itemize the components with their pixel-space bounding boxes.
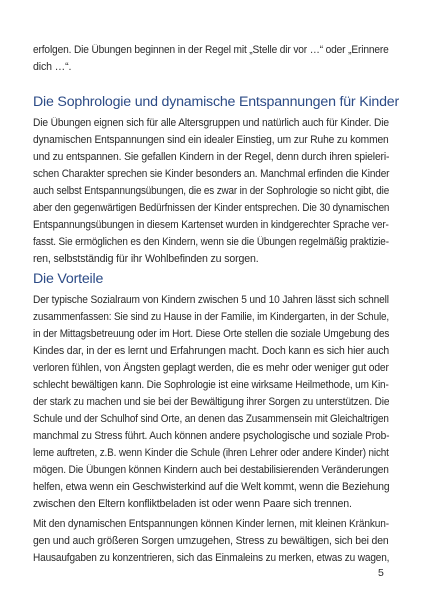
text-line: Hausaufgaben zu konzentrieren, sich das Einmaleins zu merken, etwas zu wagen,: [33, 552, 390, 564]
text-line: Der typische Sozialraum von Kindern zwischen 5 und 10 Jahren lässt sich schnell: [33, 294, 389, 306]
sophrologie-paragraph: [33, 115, 389, 268]
text-line: fasst. Sie ermöglichen es den Kindern, wenn sie die Übungen regelmäßig praktizie-: [33, 236, 389, 248]
text-line: manchmal zu Stress führt. Auch können andere psychologische und soziale Prob-: [33, 430, 390, 442]
text-line: aber den gegenwärtigen Bedürfnissen der Kinder entsprechen. Die 30 dynamischen: [33, 202, 390, 214]
page-number: 5: [378, 567, 384, 579]
text-line: ren, selbstständig für ihr Wohlbefinden zu sorgen.: [33, 253, 259, 265]
text-line: Schule und der Schulhof sind Orte, an denen das Zusammensein mit Gleichaltrigen: [33, 413, 389, 425]
section-heading-sophrologie: Die Sophrologie und dynamische Entspannungen für Kinder: [33, 94, 400, 110]
text-line: zwischen den Eltern konfliktbeladen ist oder wenn Paare sich trennen.: [33, 498, 352, 510]
text-line: Kindes dar, in der es lernt und Erfahrungen macht. Doch kann es sich hier auch: [33, 345, 390, 357]
text-line: dich …“.: [33, 61, 72, 73]
text-line: zusammenfassen: Sie sind zu Hause in der Familie, im Kindergarten, in der Schule,: [33, 311, 390, 323]
vorteile-paragraph-2: [33, 516, 389, 567]
text-line: erfolgen. Die Übungen beginnen in der Regel mit „Stelle dir vor …“ oder „Erinnere: [33, 44, 389, 56]
text-line: der stark zu machen und sie bei der Bewältigung ihrer Sorgen zu unterstützen. Die: [33, 396, 390, 408]
text-line: auch selbst Entspannungsübungen, die es zwar in der Sophrologie so nicht gibt, die: [33, 185, 390, 197]
text-line: Mit den dynamischen Entspannungen können Kinder lernen, mit kleinen Kränkun-: [33, 518, 389, 530]
text-line: dynamischen Entspannungen sind ein idealer Einstieg, um zur Ruhe zu kommen: [33, 134, 389, 146]
text-line: Entspannungsübungen in diesem Kartenset wurden in kindgerechter Sprache ver-: [33, 219, 389, 231]
text-line: Die Übungen eignen sich für alle Altersgruppen und natürlich auch für Kinder. Die: [33, 117, 389, 129]
intro-paragraph: [33, 42, 389, 76]
section-heading-vorteile: Die Vorteile: [33, 271, 104, 287]
text-line: helfen, etwa wenn ein Geschwisterkind auf die Welt kommt, wenn die Beziehung: [33, 481, 390, 493]
text-line: und zu entspannen. Sie gefallen Kindern in der Regel, denn durch ihren spieleri-: [33, 151, 390, 163]
text-line: in der Mittagsbetreuung oder im Hort. Diese Orte stellen die soziale Umgebung des: [33, 328, 390, 340]
text-line: verloren fühlen, von Ängsten geplagt werden, die es mehr oder weniger gut oder: [33, 362, 389, 374]
text-line: schlecht bewältigen kann. Die Sophrologie ist eine wirksame Heilmethode, um Kin-: [33, 379, 389, 391]
vorteile-paragraph-1: [33, 292, 389, 513]
text-line: leme auftreten, z.B. wenn Kinder die Schule (ihren Lehrer oder andere Kinder) nicht: [33, 447, 389, 459]
text-line: gen und auch größeren Sorgen umzugehen, Stress zu bewältigen, sich bei den: [33, 535, 389, 547]
text-line: mögen. Die Übungen können Kindern auch bei destabilisierenden Veränderungen: [33, 464, 389, 476]
text-line: schen Charakter sprechen sie Kinder besonders an. Manchmal erfinden die Kinder: [33, 168, 390, 180]
